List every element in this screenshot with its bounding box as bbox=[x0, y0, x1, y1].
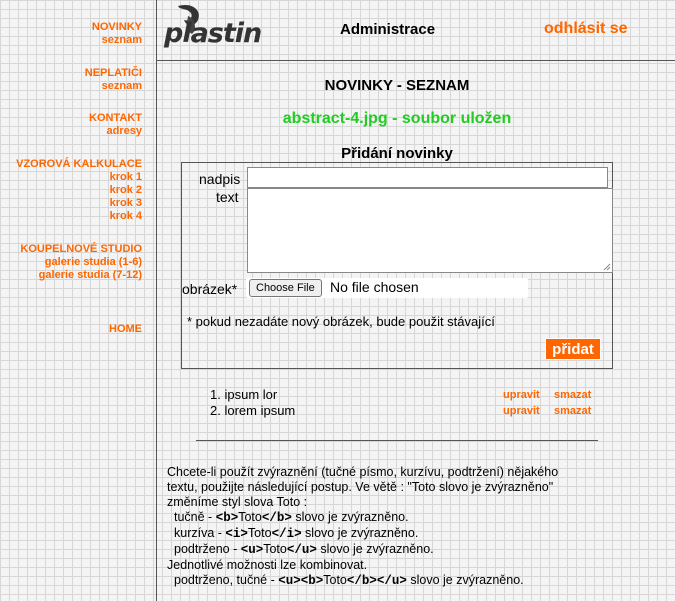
image-note: * pokud nezadáte nový obrázek, bude použit stávající bbox=[187, 314, 495, 329]
help-line: Chcete-li použít zvýraznění (tučné písmo, kurzívu, podtržení) nějakého bbox=[167, 465, 559, 479]
list-item bbox=[210, 403, 295, 418]
nav-group-kontakt bbox=[89, 112, 142, 138]
list-item-title: ipsum lor bbox=[224, 387, 278, 402]
help-line: změníme styl slova Toto : bbox=[167, 495, 308, 509]
image-file-input[interactable] bbox=[246, 278, 528, 298]
help-line: Jednotlivé možnosti lze kombinovat. bbox=[167, 558, 368, 572]
image-label: obrázek* bbox=[182, 281, 238, 297]
submit-button[interactable]: přidat bbox=[545, 338, 601, 360]
help-combo-example: podtrženo, tučné - <u><b>Toto</b></u> slovo je zvýrazněno. bbox=[174, 573, 524, 588]
logo-text: plastin bbox=[164, 18, 262, 49]
nav-krok-3[interactable]: krok 3 bbox=[109, 197, 142, 209]
nav-krok-4[interactable]: krok 4 bbox=[109, 210, 142, 222]
nav-krok-1[interactable]: krok 1 bbox=[109, 171, 142, 183]
edit-link[interactable]: upravit bbox=[503, 405, 540, 417]
help-bold-example: tučně - <b>Toto</b> slovo je zvýrazněno. bbox=[174, 510, 409, 525]
heading-label: nadpis bbox=[199, 171, 241, 187]
page-title: NOVINKY - SEZNAM bbox=[324, 77, 470, 94]
help-underline-example: podtrženo - <u>Toto</u> slovo je zvýrazněno. bbox=[174, 542, 434, 557]
nav-studio[interactable]: KOUPELNOVÉ STUDIO bbox=[20, 243, 142, 255]
nav-galerie-1-6[interactable]: galerie studia (1-6) bbox=[44, 256, 142, 268]
choose-file-button[interactable]: Choose File bbox=[249, 279, 322, 297]
help-line: textu, použijte následující postup. Ve větě : "Toto slovo je zvýrazněno" bbox=[167, 480, 554, 494]
file-status: No file chosen bbox=[330, 279, 419, 295]
list-item bbox=[210, 387, 277, 402]
nav-kontakt[interactable]: KONTAKT bbox=[89, 112, 142, 124]
text-label: text bbox=[216, 189, 239, 205]
sidebar bbox=[0, 0, 156, 601]
header-title: Administrace bbox=[340, 21, 436, 38]
help-italic-example: kurzíva - <i>Toto</i> slovo je zvýrazněno. bbox=[174, 526, 419, 541]
list-item-number: 1. bbox=[210, 387, 221, 402]
nav-neplatici-seznam[interactable]: seznam bbox=[101, 80, 142, 92]
success-message: abstract-4.jpg - soubor uložen bbox=[282, 110, 512, 127]
nav-novinky[interactable]: NOVINKY bbox=[91, 21, 142, 33]
nav-novinky-seznam[interactable]: seznam bbox=[101, 34, 142, 46]
nav-neplatici[interactable]: NEPLATIČI bbox=[84, 67, 142, 79]
delete-link[interactable]: smazat bbox=[554, 389, 592, 401]
formatting-help bbox=[167, 465, 607, 589]
heading-input[interactable] bbox=[247, 167, 608, 188]
nav-galerie-7-12[interactable]: galerie studia (7-12) bbox=[38, 269, 142, 281]
nav-krok-2[interactable]: krok 2 bbox=[109, 184, 142, 196]
content-divider bbox=[196, 440, 598, 441]
nav-group-novinky bbox=[92, 21, 142, 47]
text-textarea[interactable] bbox=[247, 188, 613, 273]
nav-group-studio bbox=[20, 243, 142, 282]
nav-group-home bbox=[109, 323, 142, 336]
nav-kalkulace[interactable]: VZOROVÁ KALKULACE bbox=[16, 158, 142, 170]
edit-link[interactable]: upravit bbox=[503, 389, 540, 401]
header-divider bbox=[157, 60, 675, 61]
nav-group-neplatici bbox=[85, 67, 142, 93]
nav-kontakt-adresy[interactable]: adresy bbox=[106, 125, 142, 137]
delete-link[interactable]: smazat bbox=[554, 405, 592, 417]
nav-home[interactable]: HOME bbox=[109, 323, 142, 335]
list-item-title: lorem ipsum bbox=[224, 403, 296, 418]
logout-link[interactable]: odhlásit se bbox=[544, 20, 628, 37]
resize-handle-icon[interactable] bbox=[603, 263, 611, 271]
nav-group-kalkulace bbox=[16, 158, 142, 223]
list-item-number: 2. bbox=[210, 403, 221, 418]
form-title: Přidání novinky bbox=[341, 145, 453, 162]
